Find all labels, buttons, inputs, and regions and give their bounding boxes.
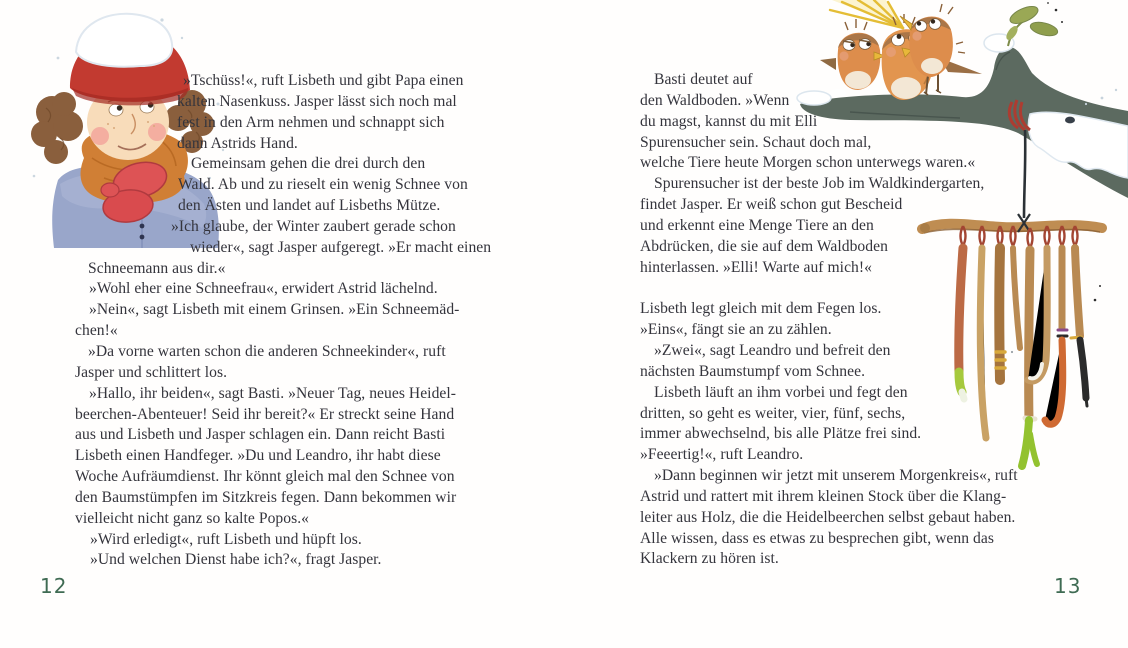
text-line: Abdrücken, die sie auf dem Waldboden [640, 237, 888, 255]
text-line: »Tschüss!«, ruft Lisbeth und gibt Papa einen [183, 72, 464, 89]
page-number-right: 13 [1054, 574, 1082, 598]
text-line: Schneemann aus dir.« [88, 259, 226, 277]
text-line: beerchen-Abenteuer! Seid ihr bereit?« Er streckt seine Hand [75, 405, 455, 423]
text-line: Alle wissen, dass es etwas zu besprechen gibt, wenn das [640, 529, 994, 547]
text-line: Wald. Ab und zu rieselt ein wenig Schnee von [178, 176, 468, 194]
text-line: leiter aus Holz, die die Heidelbeerchen selbst gebaut haben. [640, 508, 1016, 526]
text-line: Spurensucher ist der beste Job im Waldkindergarten, [654, 175, 985, 193]
text-line: immer abwechselnd, bis alle Plätze frei sind. [640, 425, 922, 443]
text-line: »Hallo, ihr beiden«, sagt Basti. »Neuer Tag, neues Heidel- [89, 384, 457, 402]
text-line: den Waldboden. »Wenn [640, 91, 790, 109]
text-line: wieder«, sagt Jasper aufgeregt. »Er macht einen [190, 238, 492, 256]
blank-line [640, 278, 1018, 299]
text-line: Jasper und schlittert los. [75, 363, 228, 381]
text-line: hinterlassen. »Elli! Warte auf mich!« [640, 258, 872, 276]
text-line: den Baumstümpfen im Sitzkreis fegen. Dann bekommen wir [75, 488, 457, 506]
text-line: Gemeinsam gehen die drei durch den [191, 155, 426, 173]
text-line: du magst, kannst du mit Elli [640, 112, 818, 130]
text-line: vielleicht nicht ganz so kalte Popos.« [75, 509, 310, 527]
text-line: »Wohl eher eine Schneefrau«, erwidert Astrid lächelnd. [89, 280, 438, 298]
text-line: »Eins«, fängt sie an zu zählen. [640, 321, 832, 339]
text-line: dann Astrids Hand. [177, 134, 298, 152]
text-line: Lisbeth einen Handfeger. »Du und Leandro, ihr habt diese [75, 447, 441, 465]
text-line: Klackern zu hören ist. [640, 550, 779, 568]
text-line: »Feeertig!«, ruft Leandro. [640, 446, 804, 464]
snow-cap [76, 14, 172, 67]
text-line: dritten, so geht es weiter, vier, fünf, sechs, [640, 404, 906, 422]
text-line: welche Tiere heute Morgen schon unterwegs waren.« [640, 154, 976, 172]
text-line: aus und Lisbeth und Jasper schlagen ein. Dann reicht Basti [75, 426, 446, 444]
text-line: »Nein«, sagt Lisbeth mit einem Grinsen. »Ein Schneemäd- [89, 301, 460, 319]
text-line: »Ich glaube, der Winter zaubert gerade schon [171, 217, 456, 235]
text-line: »Und welchen Dienst habe ich?«, fragt Jasper. [90, 551, 382, 569]
text-line: nächsten Baumstumpf vom Schnee. [640, 362, 866, 380]
text-line: kalten Nasenkuss. Jasper lässt sich noch mal [177, 92, 457, 110]
text-line: »Wird erledigt«, ruft Lisbeth und hüpft los. [90, 530, 362, 548]
text-line: »Da vorne warten schon die anderen Schneekinder«, ruft [88, 342, 446, 360]
text-line: und erkennt eine Menge Tiere an den [640, 216, 874, 234]
text-line: fest in den Arm nehmen und schnappt sich [177, 113, 445, 131]
text-line: findet Jasper. Er weiß schon gut Bescheid [640, 196, 903, 214]
text-line: »Zwei«, sagt Leandro und befreit den [654, 341, 891, 359]
text-line: Woche Aufräumdienst. Ihr könnt gleich mal den Schnee von [75, 468, 455, 486]
text-line: Basti deutet auf [654, 71, 753, 88]
left-page-text [75, 71, 491, 571]
text-line: »Dann beginnen wir jetzt mit unserem Morgenkreis«, ruft [654, 467, 1018, 485]
page-number-left: 12 [40, 574, 68, 598]
text-line: Spurensucher sein. Schaut doch mal, [640, 133, 872, 151]
text-line: chen!« [75, 322, 118, 340]
text-line: Astrid und rattert mit ihrem kleinen Stock über die Klang- [640, 487, 1007, 505]
text-line: Lisbeth legt gleich mit dem Fegen los. [640, 300, 882, 318]
text-line: Lisbeth läuft an ihm vorbei und fegt den [654, 383, 908, 401]
right-page-text [640, 70, 1018, 570]
hanging-cord [1024, 130, 1025, 218]
text-line: den Ästen und landet auf Lisbeths Mütze. [178, 197, 441, 215]
